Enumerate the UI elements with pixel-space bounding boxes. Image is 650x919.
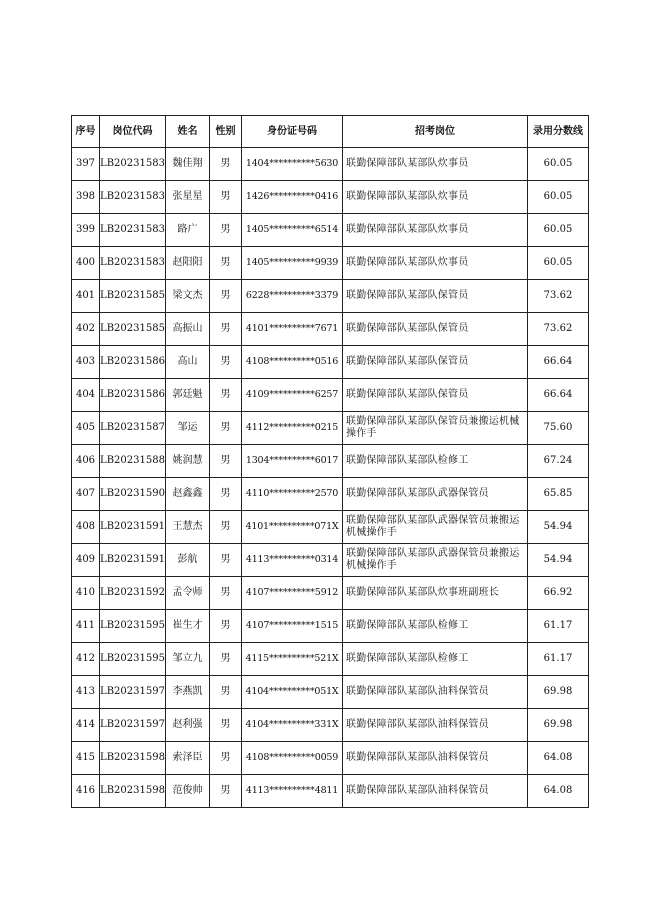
row-number-cell: 411 (72, 610, 100, 643)
table-row (72, 181, 589, 214)
header-name: 姓名 (166, 116, 210, 148)
position-cell: 联勤保障部队某部队保管员 (343, 280, 528, 313)
post-code-cell: LB20231595 (100, 610, 166, 643)
position-cell: 联勤保障部队某部队武器保管员 (343, 478, 528, 511)
post-code-cell: LB20231598 (100, 775, 166, 808)
table-row (72, 577, 589, 610)
gender-cell: 男 (210, 280, 242, 313)
position-cell: 联勤保障部队某部队武器保管员兼搬运机械操作手 (343, 544, 528, 577)
score-cell: 60.05 (528, 214, 589, 247)
header-position: 招考岗位 (343, 116, 528, 148)
candidate-name-cell: 孟令师 (166, 577, 210, 610)
header-post-code: 岗位代码 (100, 116, 166, 148)
post-code-cell: LB20231585 (100, 280, 166, 313)
id-number-cell: 4113**********0314 (242, 544, 343, 577)
row-number-cell: 399 (72, 214, 100, 247)
row-number-cell: 406 (72, 445, 100, 478)
score-cell: 54.94 (528, 511, 589, 544)
id-number-cell: 4108**********0059 (242, 742, 343, 775)
post-code-cell: LB20231585 (100, 313, 166, 346)
post-code-cell: LB20231590 (100, 478, 166, 511)
table-row (72, 280, 589, 313)
row-number-cell: 416 (72, 775, 100, 808)
id-number-cell: 4107**********1515 (242, 610, 343, 643)
score-cell: 60.05 (528, 148, 589, 181)
position-cell: 联勤保障部队某部队油料保管员 (343, 742, 528, 775)
candidate-name-cell: 梁文杰 (166, 280, 210, 313)
post-code-cell: LB20231583 (100, 247, 166, 280)
row-number-cell: 397 (72, 148, 100, 181)
position-cell: 联勤保障部队某部队保管员兼搬运机械操作手 (343, 412, 528, 445)
position-cell: 联勤保障部队某部队保管员 (343, 313, 528, 346)
candidate-name-cell: 张星星 (166, 181, 210, 214)
gender-cell: 男 (210, 478, 242, 511)
score-cell: 60.05 (528, 181, 589, 214)
post-code-cell: LB20231597 (100, 676, 166, 709)
row-number-cell: 409 (72, 544, 100, 577)
header-no: 序号 (72, 116, 100, 148)
table-row (72, 148, 589, 181)
header-id-number: 身份证号码 (242, 116, 343, 148)
candidate-name-cell: 郭廷魁 (166, 379, 210, 412)
header-score: 录用分数线 (528, 116, 589, 148)
id-number-cell: 4104**********051X (242, 676, 343, 709)
position-cell: 联勤保障部队某部队检修工 (343, 643, 528, 676)
candidate-name-cell: 姚润慧 (166, 445, 210, 478)
id-number-cell: 4108**********0516 (242, 346, 343, 379)
score-cell: 73.62 (528, 313, 589, 346)
gender-cell: 男 (210, 544, 242, 577)
row-number-cell: 410 (72, 577, 100, 610)
table-row (72, 214, 589, 247)
candidate-name-cell: 邹立九 (166, 643, 210, 676)
id-number-cell: 4107**********5912 (242, 577, 343, 610)
position-cell: 联勤保障部队某部队油料保管员 (343, 709, 528, 742)
score-cell: 61.17 (528, 610, 589, 643)
id-number-cell: 4110**********2570 (242, 478, 343, 511)
table-row (72, 643, 589, 676)
gender-cell: 男 (210, 643, 242, 676)
row-number-cell: 401 (72, 280, 100, 313)
row-number-cell: 412 (72, 643, 100, 676)
score-cell: 64.08 (528, 775, 589, 808)
score-cell: 64.08 (528, 742, 589, 775)
header-gender: 性别 (210, 116, 242, 148)
row-number-cell: 402 (72, 313, 100, 346)
gender-cell: 男 (210, 346, 242, 379)
id-number-cell: 4104**********331X (242, 709, 343, 742)
position-cell: 联勤保障部队某部队炊事班副班长 (343, 577, 528, 610)
post-code-cell: LB20231597 (100, 709, 166, 742)
gender-cell: 男 (210, 214, 242, 247)
table-row (72, 346, 589, 379)
id-number-cell: 1404**********5630 (242, 148, 343, 181)
gender-cell: 男 (210, 709, 242, 742)
post-code-cell: LB20231591 (100, 544, 166, 577)
position-cell: 联勤保障部队某部队武器保管员兼搬运机械操作手 (343, 511, 528, 544)
score-cell: 73.62 (528, 280, 589, 313)
candidate-name-cell: 李燕凯 (166, 676, 210, 709)
candidate-name-cell: 彭航 (166, 544, 210, 577)
id-number-cell: 1426**********0416 (242, 181, 343, 214)
table-row (72, 610, 589, 643)
gender-cell: 男 (210, 676, 242, 709)
gender-cell: 男 (210, 775, 242, 808)
row-number-cell: 408 (72, 511, 100, 544)
table-row (72, 544, 589, 577)
results-table (71, 115, 589, 808)
id-number-cell: 4109**********6257 (242, 379, 343, 412)
score-cell: 75.60 (528, 412, 589, 445)
position-cell: 联勤保障部队某部队炊事员 (343, 214, 528, 247)
gender-cell: 男 (210, 313, 242, 346)
row-number-cell: 398 (72, 181, 100, 214)
candidate-name-cell: 范俊帅 (166, 775, 210, 808)
table-row (72, 775, 589, 808)
row-number-cell: 414 (72, 709, 100, 742)
candidate-name-cell: 赵阳阳 (166, 247, 210, 280)
id-number-cell: 1304**********6017 (242, 445, 343, 478)
score-cell: 65.85 (528, 478, 589, 511)
id-number-cell: 4112**********0215 (242, 412, 343, 445)
table-row (72, 247, 589, 280)
table-row (72, 445, 589, 478)
post-code-cell: LB20231598 (100, 742, 166, 775)
gender-cell: 男 (210, 445, 242, 478)
table-row (72, 511, 589, 544)
gender-cell: 男 (210, 742, 242, 775)
score-cell: 66.92 (528, 577, 589, 610)
id-number-cell: 4101**********071X (242, 511, 343, 544)
row-number-cell: 413 (72, 676, 100, 709)
table-body (72, 148, 589, 808)
table-row (72, 313, 589, 346)
row-number-cell: 405 (72, 412, 100, 445)
table-row (72, 742, 589, 775)
row-number-cell: 404 (72, 379, 100, 412)
gender-cell: 男 (210, 181, 242, 214)
candidate-name-cell: 高山 (166, 346, 210, 379)
score-cell: 60.05 (528, 247, 589, 280)
id-number-cell: 6228**********3379 (242, 280, 343, 313)
position-cell: 联勤保障部队某部队检修工 (343, 610, 528, 643)
table-row (72, 379, 589, 412)
post-code-cell: LB20231592 (100, 577, 166, 610)
position-cell: 联勤保障部队某部队检修工 (343, 445, 528, 478)
post-code-cell: LB20231583 (100, 181, 166, 214)
row-number-cell: 403 (72, 346, 100, 379)
candidate-name-cell: 高振山 (166, 313, 210, 346)
gender-cell: 男 (210, 148, 242, 181)
id-number-cell: 1405**********9939 (242, 247, 343, 280)
post-code-cell: LB20231595 (100, 643, 166, 676)
gender-cell: 男 (210, 247, 242, 280)
gender-cell: 男 (210, 577, 242, 610)
position-cell: 联勤保障部队某部队保管员 (343, 346, 528, 379)
candidate-name-cell: 邹运 (166, 412, 210, 445)
candidate-name-cell: 索泽臣 (166, 742, 210, 775)
score-cell: 54.94 (528, 544, 589, 577)
post-code-cell: LB20231586 (100, 379, 166, 412)
score-cell: 69.98 (528, 709, 589, 742)
position-cell: 联勤保障部队某部队保管员 (343, 379, 528, 412)
post-code-cell: LB20231583 (100, 148, 166, 181)
position-cell: 联勤保障部队某部队炊事员 (343, 181, 528, 214)
post-code-cell: LB20231587 (100, 412, 166, 445)
gender-cell: 男 (210, 511, 242, 544)
results-sheet (71, 115, 589, 808)
row-number-cell: 407 (72, 478, 100, 511)
post-code-cell: LB20231586 (100, 346, 166, 379)
post-code-cell: LB20231588 (100, 445, 166, 478)
score-cell: 66.64 (528, 346, 589, 379)
score-cell: 67.24 (528, 445, 589, 478)
position-cell: 联勤保障部队某部队油料保管员 (343, 775, 528, 808)
candidate-name-cell: 赵鑫鑫 (166, 478, 210, 511)
gender-cell: 男 (210, 610, 242, 643)
id-number-cell: 1405**********6514 (242, 214, 343, 247)
score-cell: 66.64 (528, 379, 589, 412)
score-cell: 61.17 (528, 643, 589, 676)
table-row (72, 412, 589, 445)
row-number-cell: 400 (72, 247, 100, 280)
candidate-name-cell: 魏佳翔 (166, 148, 210, 181)
id-number-cell: 4101**********7671 (242, 313, 343, 346)
id-number-cell: 4113**********4811 (242, 775, 343, 808)
position-cell: 联勤保障部队某部队油料保管员 (343, 676, 528, 709)
table-row (72, 676, 589, 709)
post-code-cell: LB20231583 (100, 214, 166, 247)
position-cell: 联勤保障部队某部队炊事员 (343, 247, 528, 280)
position-cell: 联勤保障部队某部队炊事员 (343, 148, 528, 181)
table-row (72, 709, 589, 742)
gender-cell: 男 (210, 379, 242, 412)
table-row (72, 478, 589, 511)
candidate-name-cell: 王慧杰 (166, 511, 210, 544)
score-cell: 69.98 (528, 676, 589, 709)
gender-cell: 男 (210, 412, 242, 445)
candidate-name-cell: 崔生才 (166, 610, 210, 643)
post-code-cell: LB20231591 (100, 511, 166, 544)
candidate-name-cell: 路广 (166, 214, 210, 247)
candidate-name-cell: 赵利强 (166, 709, 210, 742)
row-number-cell: 415 (72, 742, 100, 775)
id-number-cell: 4115**********521X (242, 643, 343, 676)
table-header-row (72, 116, 589, 148)
